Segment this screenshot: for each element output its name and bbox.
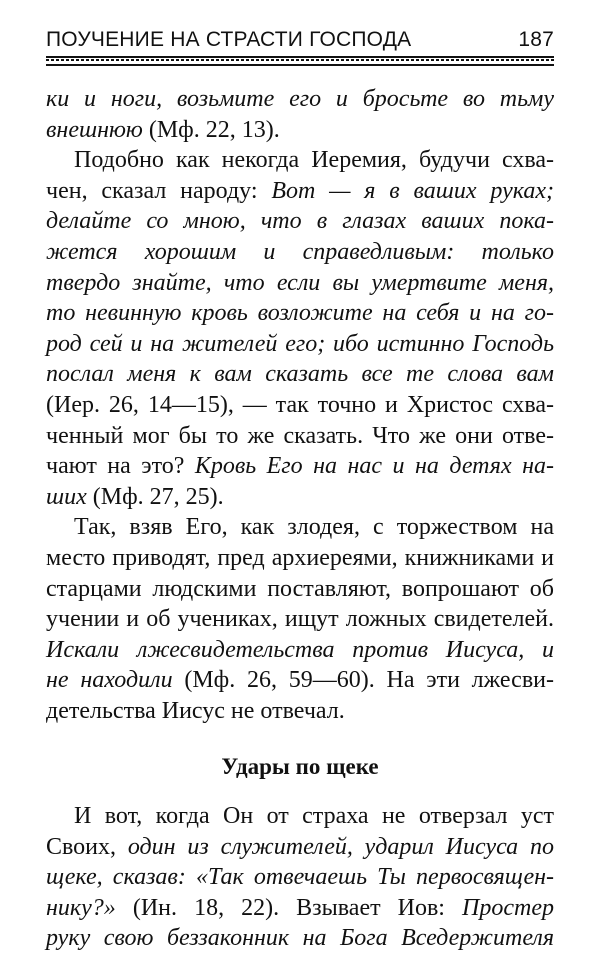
text-line [46, 298, 554, 329]
text-line [46, 635, 554, 666]
line-text: ченный мог бы то же сказать. Что же они отве- [46, 422, 554, 449]
text-line [46, 145, 554, 176]
quote-text: ки и ноги, возьмите его и бросьте во тьму [46, 86, 554, 112]
line-text: чен, сказал народу: [46, 177, 272, 204]
quote-text: твердо знайте, что если вы умертвите меня, [46, 269, 554, 296]
text-line [46, 421, 554, 452]
quote-text: Искали лжесвидетельства против Иисуса, и [46, 636, 554, 663]
quote-text: руку свою беззаконник на Бога Вседержителя [46, 925, 554, 952]
text-line [46, 237, 554, 268]
line-text: Своих, [46, 833, 128, 860]
text-line [46, 84, 554, 115]
quote-text: род сей и на жителей его; ибо истинно Господь [46, 330, 554, 357]
text-line [46, 390, 554, 421]
quote-text: ших [46, 483, 87, 510]
text-line [46, 574, 554, 605]
quote-text: щеке, сказав: «Так отвечаешь Ты первосвящен- [46, 864, 554, 891]
quote-text: то невинную кровь возложите на себя и на го- [46, 300, 554, 327]
text-line [46, 482, 554, 513]
line-text: (Ин. 18, 22). Взывает Иов: [115, 894, 463, 921]
quote-text: внешнюю [46, 116, 143, 143]
text-line [46, 801, 554, 832]
text-line [46, 665, 554, 696]
header-title: ПОУЧЕНИЕ НА СТРАСТИ ГОСПОДА [46, 28, 412, 51]
line-text: И вот, когда Он от страха не отверзал уст [74, 803, 554, 830]
header-rule [46, 56, 554, 66]
reference: (Мф. 22, 13). [142, 116, 280, 143]
quote-text: не находили [46, 667, 173, 694]
line-text: место приводят, пред архиереями, книжниками и [46, 544, 554, 571]
line-text: детельства Иисус не отвечал. [46, 697, 345, 724]
quote-text: делайте со мною, что в глазах ваших пока- [46, 208, 554, 235]
text-line [46, 543, 554, 574]
quote-text: Вот — я в ваших руках; [271, 177, 554, 204]
quote-text: послал меня к вам сказать все те слова вам [46, 361, 554, 388]
quote-text: Кровь Его на нас и на детях на- [194, 453, 554, 480]
line-text: старцами людскими поставляют, вопрошают об [46, 575, 554, 602]
text-line [46, 206, 554, 237]
quote-text: нику?» [46, 894, 116, 921]
reference: (Мф. 27, 25). [86, 483, 224, 510]
section-heading: Удары по щеке [221, 754, 379, 780]
line-text: чают на это? [46, 453, 195, 480]
line-text: Подобно как некогда Иеремия, будучи схва- [74, 147, 554, 174]
text-line [46, 451, 554, 482]
line-text: Так, взяв Его, как злодея, с торжеством на [74, 514, 554, 541]
text-line [46, 115, 554, 146]
line-text: (Иер. 26, 14—15), — так точно и Христос схва- [46, 391, 554, 418]
text-line [46, 696, 554, 727]
running-header [46, 20, 554, 52]
quote-text: жется хорошим и справедливым: только [46, 238, 554, 265]
text-line [46, 862, 554, 893]
text-line [46, 893, 554, 924]
line-text: (Мф. 26, 59—60). На эти лжесви- [172, 667, 554, 694]
text-line [46, 604, 554, 635]
text-line [46, 359, 554, 390]
page-number: 187 [518, 28, 554, 51]
quote-text: один из служителей, ударил Иисуса по [127, 833, 554, 860]
text-line [46, 923, 554, 954]
text-line [46, 512, 554, 543]
text-line [46, 832, 554, 863]
body-text [46, 84, 554, 954]
text-line [46, 176, 554, 207]
text-line [46, 329, 554, 360]
line-text: учении и об учениках, ищут ложных свидетелей. [46, 606, 554, 633]
quote-text: Простер [462, 894, 554, 921]
text-line [46, 268, 554, 299]
